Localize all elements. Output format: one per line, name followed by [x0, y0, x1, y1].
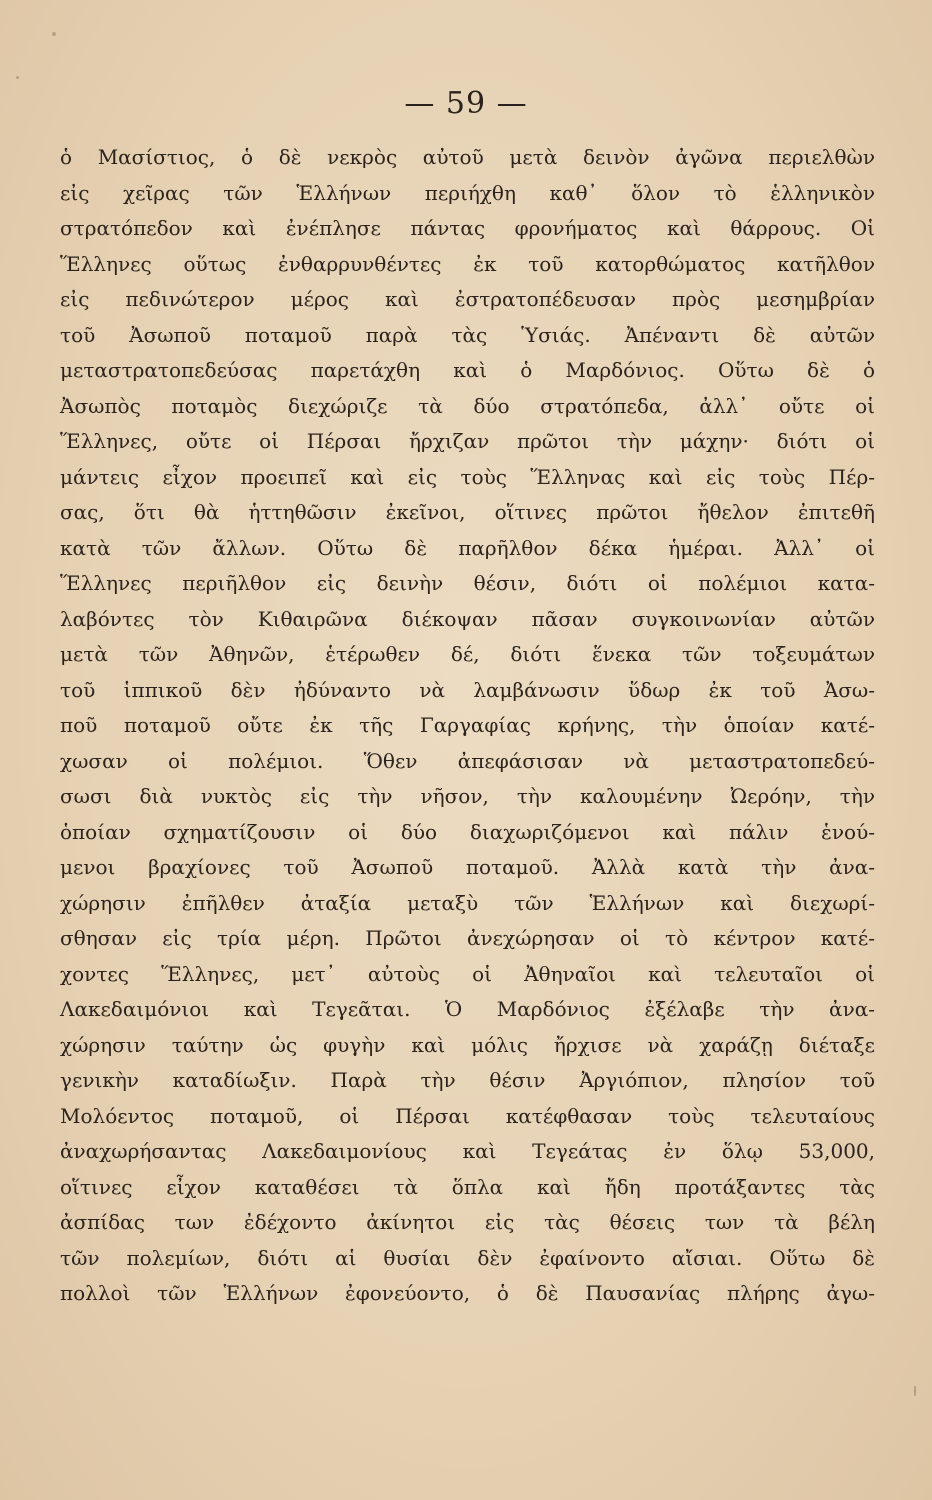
- body-text: [60, 140, 875, 1312]
- text-line: στρατόπεδον καὶ ἐνέπλησε πάντας φρονήματος καὶ θάρρους. Οἱ: [60, 216, 875, 240]
- text-line: Λακεδαιμόνιοι καὶ Τεγεᾶται. Ὁ Μαρδόνιος ἐξέλαβε τὴν ἀνα-: [60, 997, 875, 1021]
- text-line: γενικὴν καταδίωξιν. Παρὰ τὴν θέσιν Ἀργιόπιον, πλησίον τοῦ: [60, 1068, 875, 1092]
- text-line: τῶν πολεμίων, διότι αἱ θυσίαι δὲν ἐφαίνοντο αἴσιαι. Οὕτω δὲ: [60, 1245, 875, 1270]
- paper-speck: [914, 1386, 916, 1396]
- text-line: λαβόντες τὸν Κιθαιρῶνα διέκοψαν πᾶσαν συγκοινωνίαν αὐτῶν: [60, 606, 875, 631]
- paper-speck: [16, 76, 19, 79]
- text-line: χοντες Ἕλληνες, μετ᾽ αὐτοὺς οἱ Ἀθηναῖοι καὶ τελευταῖοι οἱ: [60, 961, 875, 986]
- text-line: τοῦ Ἀσωποῦ ποταμοῦ παρὰ τὰς Ὑσιάς. Ἀπέναντι δὲ αὐτῶν: [60, 322, 875, 347]
- text-line: εἰς πεδινώτερον μέρος καὶ ἐστρατοπέδευσαν πρὸς μεσημβρίαν: [60, 287, 875, 311]
- text-line: ὁποίαν σχηματίζουσιν οἱ δύο διαχωριζόμενοι καὶ πάλιν ἑνού-: [60, 819, 875, 844]
- text-line: χώρησιν ἐπῆλθεν ἀταξία μεταξὺ τῶν Ἑλλήνων καὶ διεχωρί-: [60, 890, 875, 915]
- text-line: ποῦ ποταμοῦ οὔτε ἐκ τῆς Γαργαφίας κρήνης, τὴν ὁποίαν κατέ-: [60, 713, 875, 737]
- paper-speck: [52, 32, 56, 36]
- text-line: κατὰ τῶν ἄλλων. Οὕτω δὲ παρῆλθον δέκα ἡμέραι. Ἀλλ᾽ οἱ: [60, 535, 875, 560]
- text-line: ὁ Μασίστιος, ὁ δὲ νεκρὸς αὐτοῦ μετὰ δεινὸν ἀγῶνα περιελθὼν: [60, 145, 875, 169]
- text-line: Ἕλληνες, οὔτε οἱ Πέρσαι ἤρχιζαν πρῶτοι τὴν μάχην· διότι οἱ: [60, 429, 875, 453]
- text-line: μάντεις εἶχον προειπεῖ καὶ εἰς τοὺς Ἕλληνας καὶ εἰς τοὺς Πέρ-: [60, 464, 875, 489]
- text-line: Ἀσωπὸς ποταμὸς διεχώριζε τὰ δύο στρατόπεδα, ἀλλ᾽ οὔτε οἱ: [60, 393, 875, 418]
- text-line: Ἕλληνες οὕτως ἐνθαρρυνθέντες ἐκ τοῦ κατορθώματος κατῆλθον: [60, 251, 875, 276]
- text-line: μεταστρατοπεδεύσας παρετάχθη καὶ ὁ Μαρδόνιος. Οὕτω δὲ ὁ: [60, 358, 875, 382]
- text-line: χώρησιν ταύτην ὡς φυγὴν καὶ μόλις ἤρχισε νὰ χαράζῃ διέταξε: [60, 1032, 875, 1057]
- text-line: οἵτινες εἶχον καταθέσει τὰ ὅπλα καὶ ἤδη προτάξαντες τὰς: [60, 1174, 875, 1199]
- text-line: πολλοὶ τῶν Ἑλλήνων ἐφονεύοντο, ὁ δὲ Παυσανίας πλήρης ἀγω-: [60, 1281, 875, 1305]
- text-line: Μολόεντος ποταμοῦ, οἱ Πέρσαι κατέφθασαν τοὺς τελευταίους: [60, 1103, 875, 1128]
- text-line: χωσαν οἱ πολέμιοι. Ὅθεν ἀπεφάσισαν νὰ μεταστρατοπεδεύ-: [60, 748, 875, 773]
- text-line: Ἕλληνες περιῆλθον εἰς δεινὴν θέσιν, διότι οἱ πολέμιοι κατα-: [60, 571, 875, 595]
- text-line: σθησαν εἰς τρία μέρη. Πρῶτοι ἀνεχώρησαν οἱ τὸ κέντρον κατέ-: [60, 926, 875, 950]
- text-line: σωσι διὰ νυκτὸς εἰς τὴν νῆσον, τὴν καλουμένην Ὠερόην, τὴν: [60, 784, 875, 808]
- page-number: — 59 —: [404, 86, 528, 121]
- text-line: ἀσπίδας των ἐδέχοντο ἀκίνητοι εἰς τὰς θέσεις των τὰ βέλη: [60, 1210, 875, 1234]
- text-line: εἰς χεῖρας τῶν Ἑλλήνων περιήχθη καθ᾽ ὅλον τὸ ἑλληνικὸν: [60, 180, 875, 205]
- text-line: μετὰ τῶν Ἀθηνῶν, ἑτέρωθεν δέ, διότι ἕνεκα τῶν τοξευμάτων: [60, 642, 875, 666]
- text-line: ἀναχωρήσαντας Λακεδαιμονίους καὶ Τεγεάτας ἐν ὅλῳ 53,000,: [60, 1139, 875, 1163]
- text-line: μενοι βραχίονες τοῦ Ἀσωποῦ ποταμοῦ. Ἀλλὰ κατὰ τὴν ἀνα-: [60, 855, 875, 879]
- text-line: σας, ὅτι θὰ ἡττηθῶσιν ἐκεῖνοι, οἵτινες πρῶτοι ἤθελον ἐπιτεθῆ: [60, 500, 875, 524]
- text-line: τοῦ ἱππικοῦ δὲν ἠδύναντο νὰ λαμβάνωσιν ὕδωρ ἐκ τοῦ Ἀσω-: [60, 677, 875, 702]
